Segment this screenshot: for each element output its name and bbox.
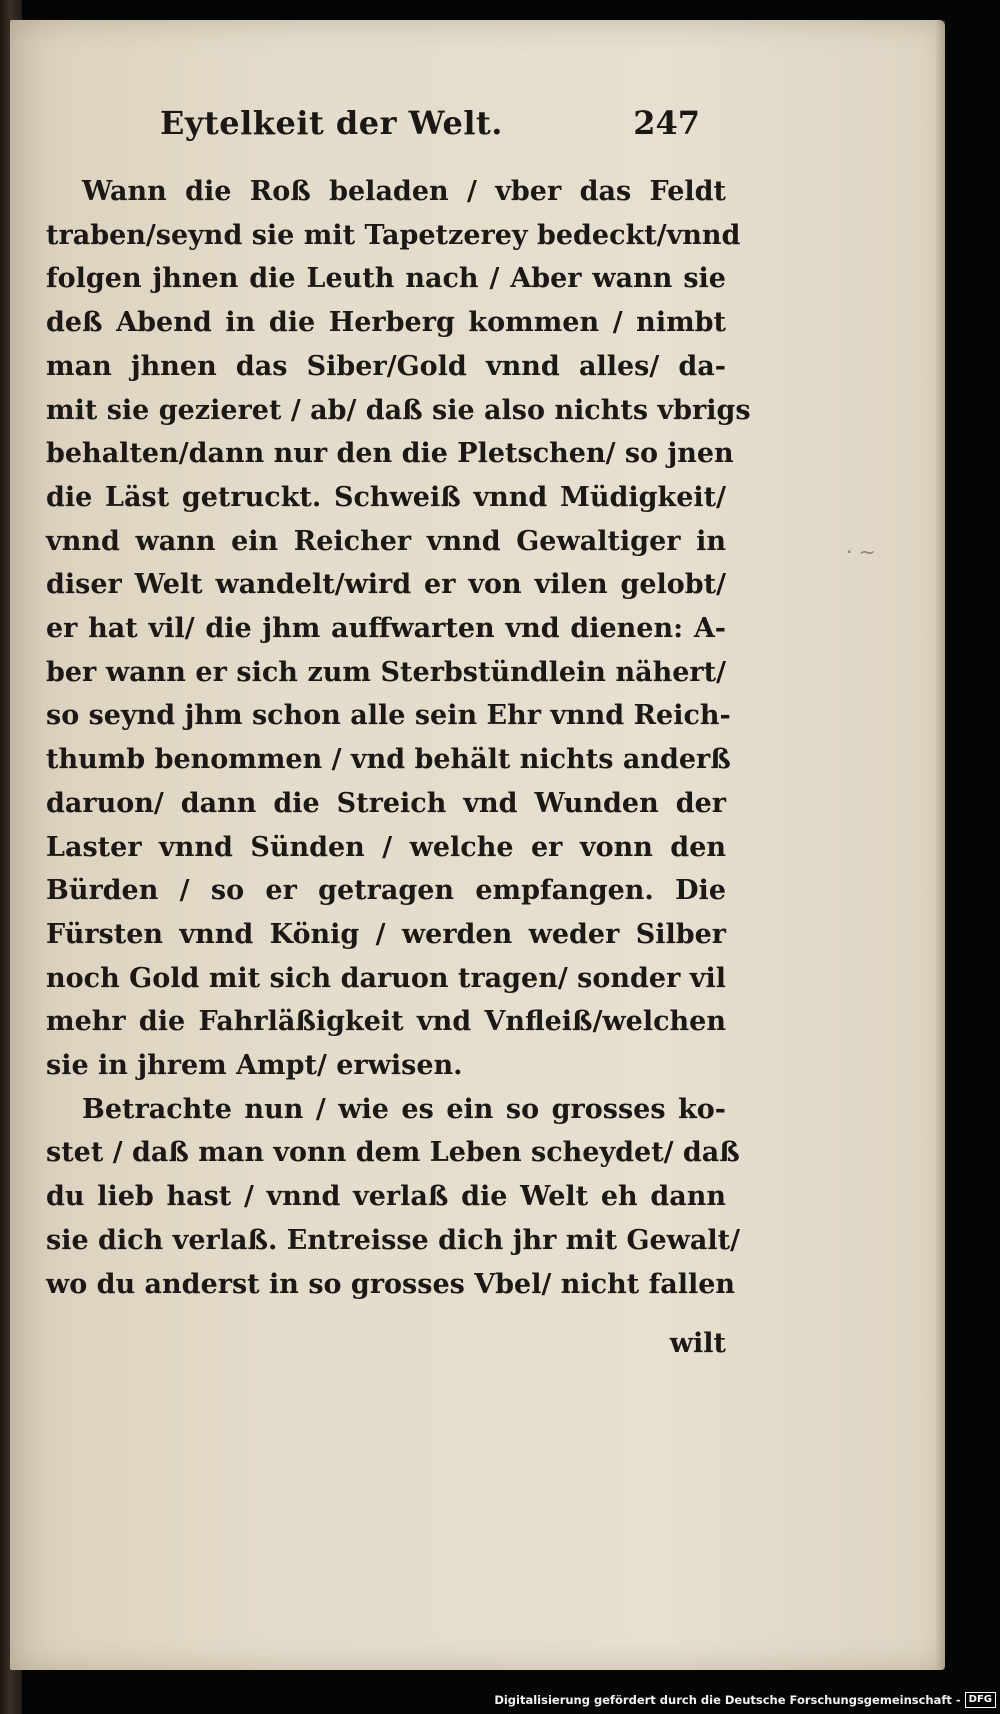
text-line: so seynd jhm schon alle sein Ehr vnnd Reich- xyxy=(46,700,731,732)
digitization-credit xyxy=(494,1688,996,1712)
text-line: traben/seynd sie mit Tapetzerey bedeckt/vnnd xyxy=(46,219,741,251)
text-line: die Läst getruckt. Schweiß vnnd Müdigkeit/ xyxy=(46,481,726,513)
running-title: Eytelkeit der Welt. xyxy=(160,104,503,142)
book-page xyxy=(10,20,945,1670)
margin-smudge-icon: · ~ xyxy=(846,540,876,564)
text-line: behalten/dann nur den die Pletschen/ so jnen xyxy=(46,438,734,470)
text-line: wo du anderst in so grosses Vbel/ nicht fallen xyxy=(46,1268,736,1300)
dfg-logo-icon: DFG xyxy=(965,1692,996,1708)
page-edge-shadow xyxy=(935,20,945,1670)
text-line: man jhnen das Siber/Gold vnnd alles/ da- xyxy=(46,350,726,382)
text-line: folgen jhnen die Leuth nach / Aber wann sie xyxy=(46,263,726,295)
text-line: daruon/ dann die Streich vnd Wunden der xyxy=(46,787,726,819)
text-line: Bürden / so er getragen empfangen. Die xyxy=(46,875,726,907)
paragraph-1 xyxy=(46,170,751,1088)
text-line: sie in jhrem Ampt/ erwisen. xyxy=(46,1050,463,1082)
text-line: diser Welt wandelt/wird er von vilen gelobt/ xyxy=(46,569,726,601)
text-line: du lieb hast / vnnd verlaß die Welt eh dann xyxy=(46,1181,726,1213)
text-line: stet / daß man vonn dem Leben scheydet/ daß xyxy=(46,1137,740,1169)
text-line: Wann die Roß beladen / vber das Feldt xyxy=(82,176,726,207)
text-line: thumb benommen / vnd behält nichts anderß xyxy=(46,744,731,776)
text-line: sie dich verlaß. Entreisse dich jhr mit Gewalt/ xyxy=(46,1224,741,1256)
text-line: er hat vil/ die jhm auffwarten vnd dienen: A- xyxy=(46,613,726,645)
text-line: mit sie gezieret / ab/ daß sie also nichts vbrigs xyxy=(46,394,751,426)
paragraph-2 xyxy=(46,1088,741,1307)
text-line: mehr die Fahrläßigkeit vnd Vnfleiß/welchen xyxy=(46,1006,726,1038)
text-line: Laster vnnd Sünden / welche er vonn den xyxy=(46,831,726,863)
text-line: deß Abend in die Herberg kommen / nimbt xyxy=(46,307,726,339)
body-text xyxy=(46,170,751,1306)
text-line: vnnd wann ein Reicher vnnd Gewaltiger in xyxy=(46,525,726,557)
page-number: 247 xyxy=(633,104,700,142)
text-line: Fürsten vnnd König / werden weder Silber xyxy=(46,918,726,950)
catchword: wilt xyxy=(669,1328,726,1359)
text-line: Betrachte nun / wie es ein so grosses ko- xyxy=(82,1093,726,1125)
credit-text: Digitalisierung gefördert durch die Deutsche Forschungsgemeinschaft - xyxy=(494,1693,961,1707)
text-line: noch Gold mit sich daruon tragen/ sonder vil xyxy=(46,962,726,994)
text-line: ber wann er sich zum Sterbstündlein nähert/ xyxy=(46,656,726,688)
page-header xyxy=(160,104,700,156)
